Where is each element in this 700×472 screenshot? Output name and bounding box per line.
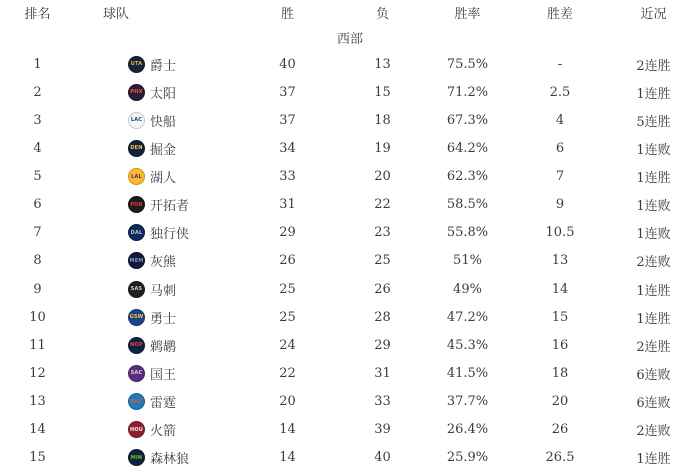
pct-cell: 62.3% <box>446 169 489 185</box>
team-logo-icon: GSW <box>128 309 145 326</box>
wins-cell: 26 <box>279 253 296 269</box>
team-logo-icon: NOP <box>128 337 145 354</box>
streak-cell: 1连败 <box>636 227 671 243</box>
team-logo-icon: SAC <box>128 365 145 382</box>
pct-cell: 25.9% <box>446 450 489 466</box>
header-rank: 排名 <box>24 7 51 22</box>
team-logo-icon: LAC <box>128 112 145 129</box>
losses-cell: 25 <box>374 253 391 269</box>
losses-cell: 15 <box>374 84 391 100</box>
rank-cell: 4 <box>33 140 42 156</box>
table-row <box>0 78 700 106</box>
losses-cell: 39 <box>374 422 391 438</box>
wins-cell: 24 <box>279 337 296 353</box>
table-row <box>0 388 700 416</box>
losses-cell: 18 <box>374 112 391 128</box>
wins-cell: 20 <box>279 394 296 410</box>
header-wins: 胜 <box>280 7 294 22</box>
team-cell <box>75 195 240 214</box>
wins-cell: 34 <box>279 140 296 156</box>
pct-cell: 41.5% <box>446 365 489 381</box>
team-logo-icon: UTA <box>128 56 145 73</box>
gb-cell: 4 <box>555 112 565 128</box>
streak-cell: 2连败 <box>636 424 671 440</box>
rank-cell: 3 <box>33 112 42 128</box>
pct-cell: 45.3% <box>446 337 489 353</box>
gb-cell: 14 <box>551 281 569 297</box>
gb-cell: 13 <box>551 253 569 269</box>
gb-cell: 16 <box>551 337 569 353</box>
team-name[interactable]: 森林狼 <box>150 452 190 468</box>
table-row <box>0 416 700 444</box>
team-cell <box>75 111 240 130</box>
losses-cell: 26 <box>374 281 391 297</box>
streak-cell: 1连胜 <box>636 452 671 468</box>
team-logo-icon: PHX <box>128 84 145 101</box>
pct-cell: 51% <box>453 253 482 269</box>
rank-cell: 2 <box>33 84 42 100</box>
streak-cell: 1连胜 <box>636 311 671 327</box>
team-name[interactable]: 快船 <box>150 114 177 130</box>
header-streak: 近况 <box>640 7 667 22</box>
pct-cell: 47.2% <box>446 309 489 325</box>
pct-cell: 71.2% <box>446 84 489 100</box>
team-cell <box>75 448 240 467</box>
team-cell <box>75 139 240 158</box>
team-logo-icon: DAL <box>128 224 145 241</box>
streak-cell: 6连败 <box>636 396 671 412</box>
team-name[interactable]: 火箭 <box>150 424 177 440</box>
header-gb: 胜差 <box>546 7 573 22</box>
table-row <box>0 359 700 387</box>
streak-cell: 2连胜 <box>636 58 671 74</box>
table-row <box>0 191 700 219</box>
team-logo-icon: DEN <box>128 140 145 157</box>
gb-cell: 18 <box>551 365 569 381</box>
team-name[interactable]: 开拓者 <box>150 199 190 215</box>
team-name[interactable]: 国王 <box>150 367 177 383</box>
rank-cell: 14 <box>29 422 46 438</box>
table-row <box>0 134 700 162</box>
header-losses: 负 <box>375 7 389 22</box>
gb-cell: - <box>557 56 563 72</box>
losses-cell: 13 <box>374 56 391 72</box>
gb-cell: 7 <box>555 169 565 185</box>
gb-cell: 26 <box>551 422 569 438</box>
gb-cell: 2.5 <box>549 84 571 100</box>
table-row <box>0 163 700 191</box>
team-cell <box>75 336 240 355</box>
gb-cell: 9 <box>555 197 565 213</box>
streak-cell: 1连胜 <box>636 283 671 299</box>
wins-cell: 29 <box>279 225 296 241</box>
team-logo-icon: LAL <box>128 168 145 185</box>
losses-cell: 33 <box>374 394 391 410</box>
pct-cell: 67.3% <box>446 112 489 128</box>
gb-cell: 20 <box>551 394 569 410</box>
team-logo-icon: OKC <box>128 393 145 410</box>
table-header-row <box>0 0 700 25</box>
team-cell <box>75 308 240 327</box>
team-name[interactable]: 雷霆 <box>150 396 177 412</box>
table-row <box>0 444 700 472</box>
team-name[interactable]: 独行侠 <box>150 227 190 243</box>
losses-cell: 20 <box>374 169 391 185</box>
table-row <box>0 331 700 359</box>
wins-cell: 37 <box>279 84 296 100</box>
table-row <box>0 219 700 247</box>
losses-cell: 22 <box>374 197 391 213</box>
rank-cell: 10 <box>29 309 46 325</box>
pct-cell: 55.8% <box>446 225 489 241</box>
gb-cell: 10.5 <box>545 225 575 241</box>
losses-cell: 40 <box>374 450 391 466</box>
wins-cell: 31 <box>279 197 296 213</box>
table-row <box>0 303 700 331</box>
streak-cell: 1连败 <box>636 199 671 215</box>
team-cell <box>75 364 240 383</box>
streak-cell: 2连败 <box>636 255 671 271</box>
streak-cell: 2连胜 <box>636 339 671 355</box>
pct-cell: 26.4% <box>446 422 489 438</box>
losses-cell: 31 <box>374 365 391 381</box>
rank-cell: 9 <box>33 281 42 297</box>
wins-cell: 25 <box>279 281 296 297</box>
wins-cell: 25 <box>279 309 296 325</box>
team-cell <box>75 420 240 439</box>
team-name[interactable]: 勇士 <box>150 311 177 327</box>
team-name[interactable]: 掘金 <box>150 142 177 158</box>
wins-cell: 33 <box>279 169 296 185</box>
team-cell <box>75 167 240 186</box>
conference-section-row <box>0 25 700 50</box>
pct-cell: 75.5% <box>446 56 489 72</box>
team-name[interactable]: 灰熊 <box>150 255 177 271</box>
gb-cell: 6 <box>555 140 565 156</box>
wins-cell: 37 <box>279 112 296 128</box>
losses-cell: 28 <box>374 309 391 325</box>
rank-cell: 15 <box>29 450 46 466</box>
rank-cell: 1 <box>33 56 42 72</box>
table-row <box>0 50 700 78</box>
streak-cell: 5连胜 <box>636 114 671 130</box>
streak-cell: 1连胜 <box>636 86 671 102</box>
rank-cell: 8 <box>33 253 42 269</box>
wins-cell: 14 <box>279 450 296 466</box>
pct-cell: 64.2% <box>446 140 489 156</box>
wins-cell: 22 <box>279 365 296 381</box>
table-body <box>0 50 700 472</box>
streak-cell: 1连败 <box>636 142 671 158</box>
streak-cell: 1连胜 <box>636 171 671 187</box>
team-logo-icon: POR <box>128 196 145 213</box>
table-row <box>0 247 700 275</box>
team-logo-icon: MEM <box>128 252 145 269</box>
losses-cell: 23 <box>374 225 391 241</box>
team-logo-icon: SAS <box>128 281 145 298</box>
team-cell <box>75 83 240 102</box>
gb-cell: 15 <box>551 309 569 325</box>
streak-cell: 6连败 <box>636 367 671 383</box>
team-cell <box>75 223 240 242</box>
pct-cell: 58.5% <box>446 197 489 213</box>
team-name[interactable]: 湖人 <box>150 171 177 187</box>
pct-cell: 37.7% <box>446 394 489 410</box>
losses-cell: 29 <box>374 337 391 353</box>
pct-cell: 49% <box>453 281 482 297</box>
team-logo-icon: HOU <box>128 421 145 438</box>
team-name[interactable]: 太阳 <box>150 86 177 102</box>
rank-cell: 11 <box>29 337 46 353</box>
gb-cell: 26.5 <box>545 450 575 466</box>
rank-cell: 6 <box>33 197 42 213</box>
rank-cell: 12 <box>29 365 46 381</box>
table-row <box>0 106 700 134</box>
wins-cell: 40 <box>279 56 296 72</box>
losses-cell: 19 <box>374 140 391 156</box>
team-cell <box>75 251 240 270</box>
team-cell <box>75 280 240 299</box>
team-name[interactable]: 爵士 <box>150 58 177 74</box>
team-name[interactable]: 鹈鹕 <box>150 339 177 355</box>
team-cell <box>75 392 240 411</box>
team-cell <box>75 55 240 74</box>
conference-section-label: 西部 <box>336 32 363 47</box>
header-team: 球队 <box>103 7 130 22</box>
rank-cell: 7 <box>33 225 42 241</box>
rank-cell: 13 <box>29 394 46 410</box>
header-pct: 胜率 <box>454 7 481 22</box>
rank-cell: 5 <box>33 169 42 185</box>
team-name[interactable]: 马刺 <box>150 283 177 299</box>
table-row <box>0 275 700 303</box>
wins-cell: 14 <box>279 422 296 438</box>
team-logo-icon: MIN <box>128 449 145 466</box>
